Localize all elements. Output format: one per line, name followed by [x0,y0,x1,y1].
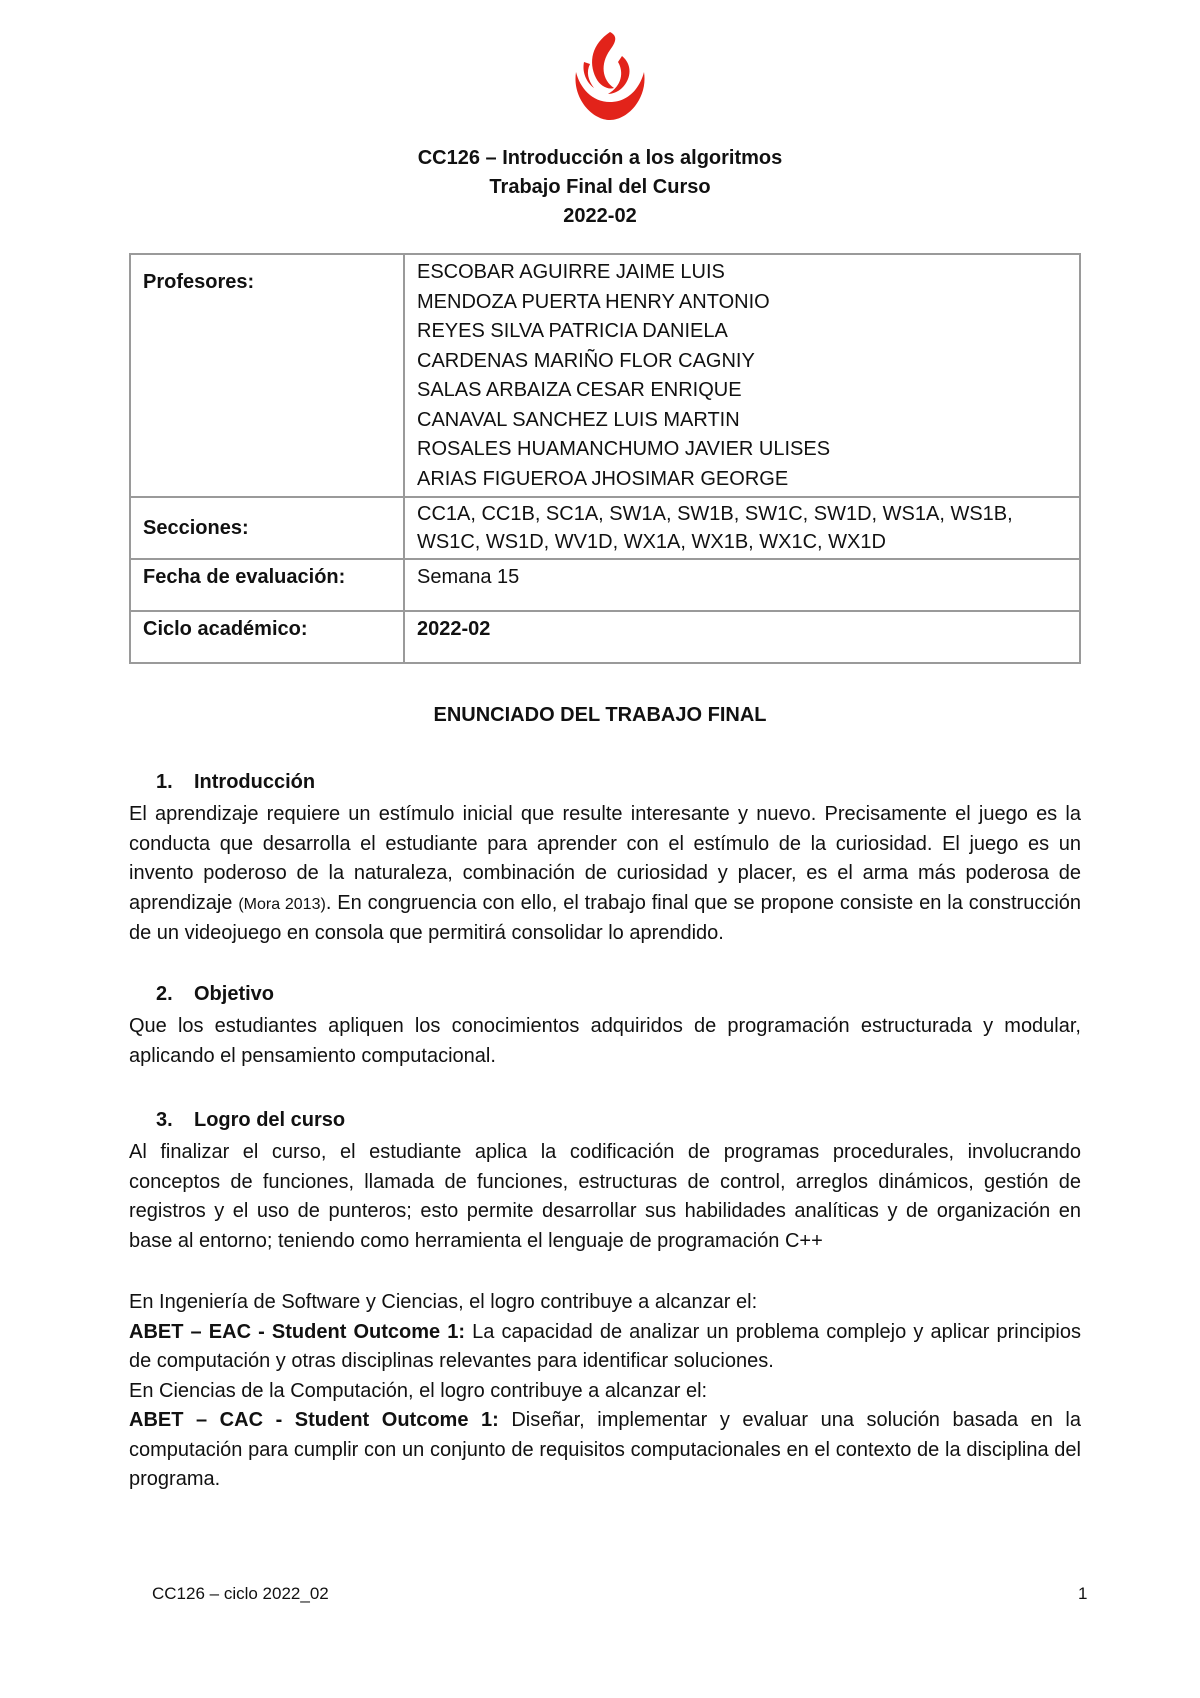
objetivo-paragraph: Que los estudiantes apliquen los conocimientos adquiridos de programación estructurada y modular, aplicando el pensamiento computacional. [129,1015,1081,1067]
profesores-label: Profesores: [130,254,404,497]
secciones-value: CC1A, CC1B, SC1A, SW1A, SW1B, SW1C, SW1D, WS1A, WS1B, WS1C, WS1D, WV1D, WX1A, WX1B, WX1C, WX1D [404,497,1080,559]
cac-label: ABET – CAC - Student Outcome 1: [129,1409,499,1431]
ciclo-value: 2022-02 [404,611,1080,663]
main-title: ENUNCIADO DEL TRABAJO FINAL [433,704,767,726]
abet-block [129,1288,1081,1495]
profesor-name: ESCOBAR AGUIRRE JAIME LUIS [417,261,725,283]
table-row-secciones [130,497,1080,559]
eac-text: La capacidad de analizar un problema complejo y aplicar principios de computación y otras disciplinas relevantes para identificar soluciones. [129,1320,1081,1372]
profesor-name: REYES SILVA PATRICIA DANIELA [417,320,728,342]
work-title: Trabajo Final del Curso [489,176,711,198]
section-heading-logro [156,1109,345,1132]
ciclo-label: Ciclo académico: [130,611,404,663]
section-heading-introduccion [156,771,315,794]
section-title: Introducción [194,771,316,793]
profesor-name: CANAVAL SANCHEZ LUIS MARTIN [417,408,740,431]
cac-text: Diseñar, implementar y evaluar una solución basada en la computación para cumplir con un conjunto de requisitos computacionales en el contexto de la disciplina del programa. [129,1409,1081,1490]
page-number: 1 [1078,1584,1088,1603]
logro-paragraph: Al finalizar el curso, el estudiante aplica la codificación de programas procedurales, involucrando conceptos de funciones, llamada de funciones, estructuras de control, arreglos dinámicos, gestión de registros y el uso de punteros; esto permite desarrollar sus habilidades analíticas y de organización en base al entorno; teniendo como herramienta el lenguaje de programación C++ [129,1141,1081,1252]
fecha-label: Fecha de evaluación: [130,559,404,611]
paragraph-text: . En congruencia con ello, el trabajo final que se propone consiste en la construcción de un videojuego en consola que permitirá consolidar lo aprendido. [129,891,1082,944]
table-row-ciclo [130,611,1080,663]
cac-outcome [129,1406,1081,1495]
period: 2022-02 [563,205,637,227]
profesor-name: ARIAS FIGUEROA JHOSIMAR GEORGE [417,467,789,490]
ingenieria-intro: En Ingeniería de Software y Ciencias, el logro contribuye a alcanzar el: [129,1291,758,1313]
table-row-fecha [130,559,1080,611]
profesores-list [404,254,1080,497]
profesor-name: ROSALES HUAMANCHUMO JAVIER ULISES [417,438,831,460]
fecha-value: Semana 15 [404,559,1080,611]
section-heading-objetivo [156,983,274,1006]
eac-label: ABET – EAC - Student Outcome 1: [129,1320,466,1343]
university-logo [562,28,658,124]
document-header [0,144,1200,231]
section-number: 1. [156,771,173,793]
course-title: CC126 – Introducción a los algoritmos [417,147,783,169]
paragraph-text: El aprendizaje requiere un estímulo inicial que resulte interesante y nuevo. Precisamente el juego es la conducta que desarrolla el estudiante para aprender con el estímulo de la curiosidad. El juego es un invento poderoso de la naturaleza, combinación de curiosidad y placer, es el arma más poderosa de aprendizaje [129,803,1081,914]
footer-course-cycle: CC126 – ciclo 2022_02 [152,1584,329,1603]
section-title: Objetivo [194,983,275,1005]
profesor-name: MENDOZA PUERTA HENRY ANTONIO [417,290,770,313]
info-table [129,253,1081,664]
section-number: 2. [156,983,173,1005]
secciones-label: Secciones: [130,497,404,559]
section-number: 3. [156,1109,173,1131]
profesor-name: CARDENAS MARIÑO FLOR CAGNIY [417,349,755,372]
citation: (Mora 2013) [238,895,326,913]
profesor-name: SALAS ARBAIZA CESAR ENRIQUE [417,379,742,401]
eac-outcome [129,1318,1081,1377]
ciencias-intro: En Ciencias de la Computación, el logro contribuye a alcanzar el: [129,1379,708,1402]
section-title: Logro del curso [194,1109,346,1131]
introduccion-paragraph [129,800,1081,949]
table-row-profesores [130,254,1080,497]
